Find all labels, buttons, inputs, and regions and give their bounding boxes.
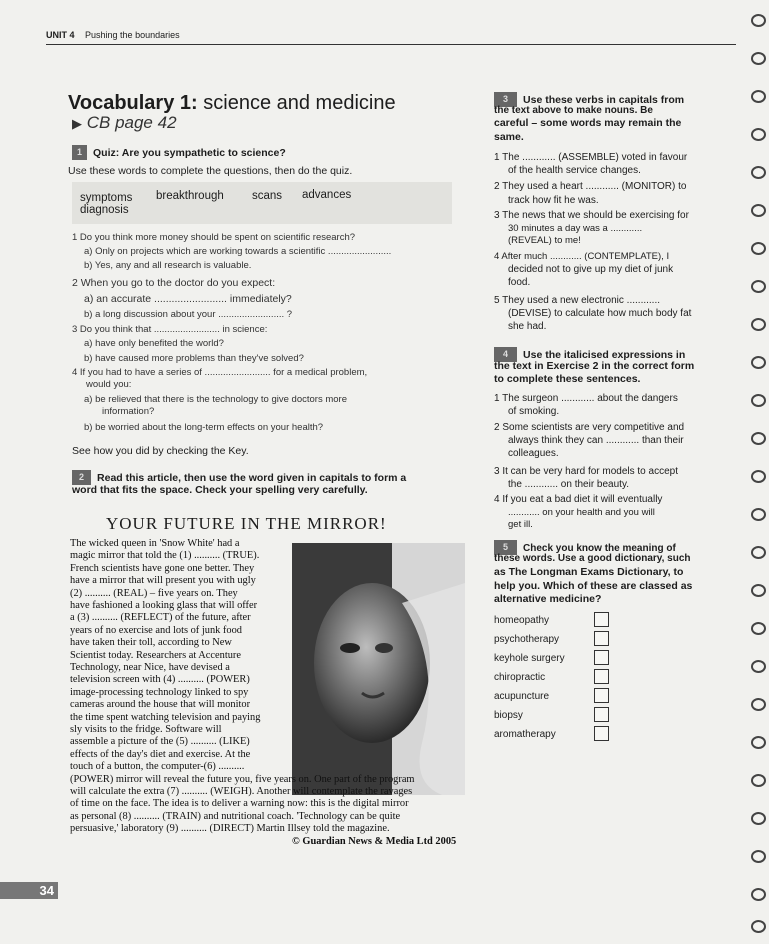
article-line: The wicked queen in 'Snow White' had a [70, 538, 240, 549]
ring-icon [751, 812, 766, 825]
ring-icon [751, 584, 766, 597]
ring-icon [751, 920, 766, 933]
ex4-badge: 4 [494, 347, 517, 362]
ex5-badge: 5 [494, 540, 517, 555]
ring-icon [751, 508, 766, 521]
ex3-item: food. [508, 277, 531, 288]
ex2-badge: 2 [72, 470, 91, 485]
article-line: (POWER) mirror will reveal the future you, five years on. One part of the program [70, 773, 415, 785]
checkbox[interactable] [594, 726, 609, 741]
article-line: persuasive,' laboratory (9) .......... (DIRECT) Martin Illsey told the magazine. [70, 823, 390, 835]
section-title-bold: Vocabulary 1: [68, 92, 198, 114]
mirror-photo [292, 543, 465, 795]
ex3-badge: 3 [494, 92, 517, 107]
ex1-badge: 1 [72, 145, 87, 160]
word-diagnosis: diagnosis [80, 204, 129, 216]
article-line: assemble a picture of the (5) .......... (LIKE) [70, 736, 250, 748]
medicine-term: chiropractic [494, 672, 546, 683]
ex4-item: 3 It can be very hard for models to accept [494, 466, 678, 477]
article-line: a (3) .......... (REFLECT) of the future, after [70, 612, 251, 624]
ex3-line: same. [494, 131, 524, 143]
quiz-line: would you: [86, 379, 132, 390]
ex2-heading [72, 470, 406, 485]
checkbox[interactable] [594, 612, 609, 627]
article-line: the time spent watching television and paying [70, 711, 261, 723]
ex5-line: alternative medicine? [494, 593, 602, 605]
ex4-line: Use the italicised expressions in [523, 349, 686, 361]
checkbox[interactable] [594, 707, 609, 722]
article-line: have a mirror that will present you with ugly [70, 575, 256, 587]
checkbox[interactable] [594, 688, 609, 703]
ring-icon [751, 546, 766, 559]
ring-icon [751, 52, 766, 65]
article-line: image-processing technology linked to spy [70, 686, 249, 698]
ex3-item: she had. [508, 321, 547, 332]
ex1-footer: See how you did by checking the Key. [72, 445, 249, 457]
ex3-line: careful – some words may remain the [494, 117, 682, 129]
ex3-item: 2 They used a heart ............ (MONITOR) to [494, 181, 687, 192]
ex3-item: decided not to give up my diet of junk [508, 264, 674, 275]
quiz-line: b) be worried about the long-term effects on your health? [84, 422, 324, 433]
medicine-term: biopsy [494, 710, 523, 721]
article-line: have fashioned a looking glass that will offer [70, 600, 258, 611]
quiz-line: 1 Do you think more money should be spent on scientific research? [72, 232, 356, 243]
ex1-instruction: Use these words to complete the questions, then do the quiz. [68, 165, 353, 177]
header-rule [46, 44, 736, 45]
unit-label: UNIT 4 [46, 30, 75, 40]
ring-icon [751, 166, 766, 179]
article-line: will calculate the extra (7) .......... (WEIGH). Another will contemplate the ravages [70, 786, 413, 797]
ex3-item: 5 They used a new electronic ............ [494, 295, 661, 306]
article-line: cameras around the house that will monitor [70, 699, 251, 711]
ring-icon [751, 888, 766, 901]
checkbox[interactable] [594, 650, 609, 665]
ring-icon [751, 204, 766, 217]
word-symptoms: symptoms [80, 192, 133, 204]
ex4-item: 2 Some scientists are very competitive and [494, 422, 685, 433]
quiz-line: 2 When you go to the doctor do you expect: [72, 277, 276, 289]
ex1-title: Quiz: Are you sympathetic to science? [93, 147, 286, 159]
ex4-line: to complete these sentences. [494, 373, 641, 385]
quiz-line: 3 Do you think that ......................... in science: [72, 324, 268, 335]
checkbox[interactable] [594, 669, 609, 684]
page-number: 34 [0, 882, 58, 899]
ex3-item: 1 The ............ (ASSEMBLE) voted in favour [494, 152, 688, 163]
ex4-item: the ............ on their beauty. [508, 479, 629, 490]
ex2-line: Read this article, then use the word given in capitals to form a [97, 472, 407, 484]
word-breakthrough: breakthrough [156, 190, 224, 202]
quiz-line: a) have only benefited the world? [84, 338, 224, 349]
quiz-line: a) be relieved that there is the technology to give doctors more [84, 394, 347, 405]
ex4-item: 1 The surgeon ............ about the dangers [494, 393, 678, 404]
ring-icon [751, 280, 766, 293]
article-line: of time on the face. The idea is to deliver a warning now: this is the digital mirror [70, 798, 409, 810]
ex5-line: Check you know the meaning of [523, 543, 676, 554]
checkbox[interactable] [594, 631, 609, 646]
article-line: years of no exercise and lots of junk food [70, 624, 242, 636]
ring-icon [751, 356, 766, 369]
article-title: YOUR FUTURE IN THE MIRROR! [106, 514, 387, 533]
ex4-item: ............ on your health and you will [508, 507, 655, 518]
ring-icon [751, 394, 766, 407]
quiz-line: b) have caused more problems than they've solved? [84, 353, 304, 364]
section-title-rest: science and medicine [203, 92, 396, 114]
word-scans: scans [252, 190, 283, 202]
ring-icon [751, 470, 766, 483]
unit-title: Pushing the boundaries [85, 30, 180, 40]
article-line: Technology, near Nice, have devised a [70, 662, 230, 673]
article-line: magic mirror that told the (1) .......... (TRUE). [70, 550, 260, 562]
ex3-item: 30 minutes a day was a ............ [508, 223, 643, 234]
ex4-item: get ill. [508, 519, 533, 530]
ring-icon [751, 736, 766, 749]
running-header [46, 30, 180, 40]
article-line: have taken their toll, according to New [70, 637, 232, 649]
word-advances: advances [302, 189, 352, 201]
ex1-heading [72, 145, 286, 160]
ex3-line: the text above to make nouns. Be [494, 105, 653, 116]
ex5-line: as The Longman Exams Dictionary, to [494, 566, 684, 578]
ex3-item: 4 After much ............ (CONTEMPLATE), I [494, 251, 670, 262]
ex3-item: track how fit he was. [508, 195, 599, 206]
ex4-line: the text in Exercise 2 in the correct form [494, 360, 695, 372]
face-photo-icon [292, 543, 465, 795]
arrow-right-icon: ▶ [72, 116, 82, 131]
article-line: French scientists have gone one better. They [70, 562, 255, 574]
quiz-line: a) an accurate ......................... immediately? [84, 293, 292, 305]
medicine-term: aromatherapy [494, 729, 556, 740]
ring-icon [751, 242, 766, 255]
ex4-item: of smoking. [508, 406, 560, 417]
ring-icon [751, 774, 766, 787]
ex3-item: (REVEAL) to me! [508, 235, 581, 246]
article-line: touch of a button, the computer-(6) .......... [70, 761, 245, 773]
article-line: Scientist today. Researchers at Accenture [70, 649, 241, 661]
cb-page-label: CB page 42 [86, 113, 177, 132]
ex3-line: Use these verbs in capitals from [523, 94, 685, 106]
quiz-line: a) Only on projects which are working towards a scientific ........................ [84, 246, 392, 257]
ring-icon [751, 432, 766, 445]
quiz-line: b) Yes, any and all research is valuable. [84, 260, 252, 271]
ring-icon [751, 318, 766, 331]
quiz-line: information? [102, 406, 155, 417]
article-credit: © Guardian News & Media Ltd 2005 [292, 836, 457, 847]
ex3-item: of the health service changes. [508, 165, 641, 176]
ex4-item: colleagues. [508, 448, 559, 459]
ring-icon [751, 128, 766, 141]
ring-icon [751, 90, 766, 103]
quiz-line: 4 If you had to have a series of ......................... for a medical problem, [72, 367, 368, 378]
article-line: television screen with (4) .......... (POWER) [70, 674, 250, 686]
ex4-item: always think they can ............ than their [508, 435, 684, 446]
ex2-line: word that fits the space. Check your spelling very carefully. [72, 484, 368, 496]
medicine-term: keyhole surgery [494, 653, 565, 664]
ex5-line: these words. Use a good dictionary, such [494, 553, 691, 564]
ring-icon [751, 622, 766, 635]
spiral-binding [748, 0, 769, 944]
medicine-term: psychotherapy [494, 634, 560, 645]
cb-page-ref [72, 113, 177, 133]
ring-icon [751, 660, 766, 673]
ring-icon [751, 850, 766, 863]
section-title [68, 92, 396, 115]
medicine-term: acupuncture [494, 691, 550, 702]
ex4-item: 4 If you eat a bad diet it will eventually [494, 494, 663, 505]
ex3-item: (DEVISE) to calculate how much body fat [508, 308, 692, 319]
article-line: effects of the day's diet and exercise. At the [70, 748, 251, 760]
article-line: sly visits to the fridge. Software will [70, 724, 222, 735]
ex5-line: help you. Which of these are classed as [494, 580, 693, 592]
ex3-item: 3 The news that we should be exercising for [494, 210, 689, 221]
article-line: (2) .......... (REAL) – five years on. They [70, 587, 238, 599]
medicine-term: homeopathy [494, 615, 550, 626]
quiz-line: b) a long discussion about your ......................... ? [84, 309, 293, 320]
article-line: as personal (8) .......... (TRAIN) and nutritional coach. 'Technology can be quite [70, 810, 401, 822]
ring-icon [751, 14, 766, 27]
ring-icon [751, 698, 766, 711]
